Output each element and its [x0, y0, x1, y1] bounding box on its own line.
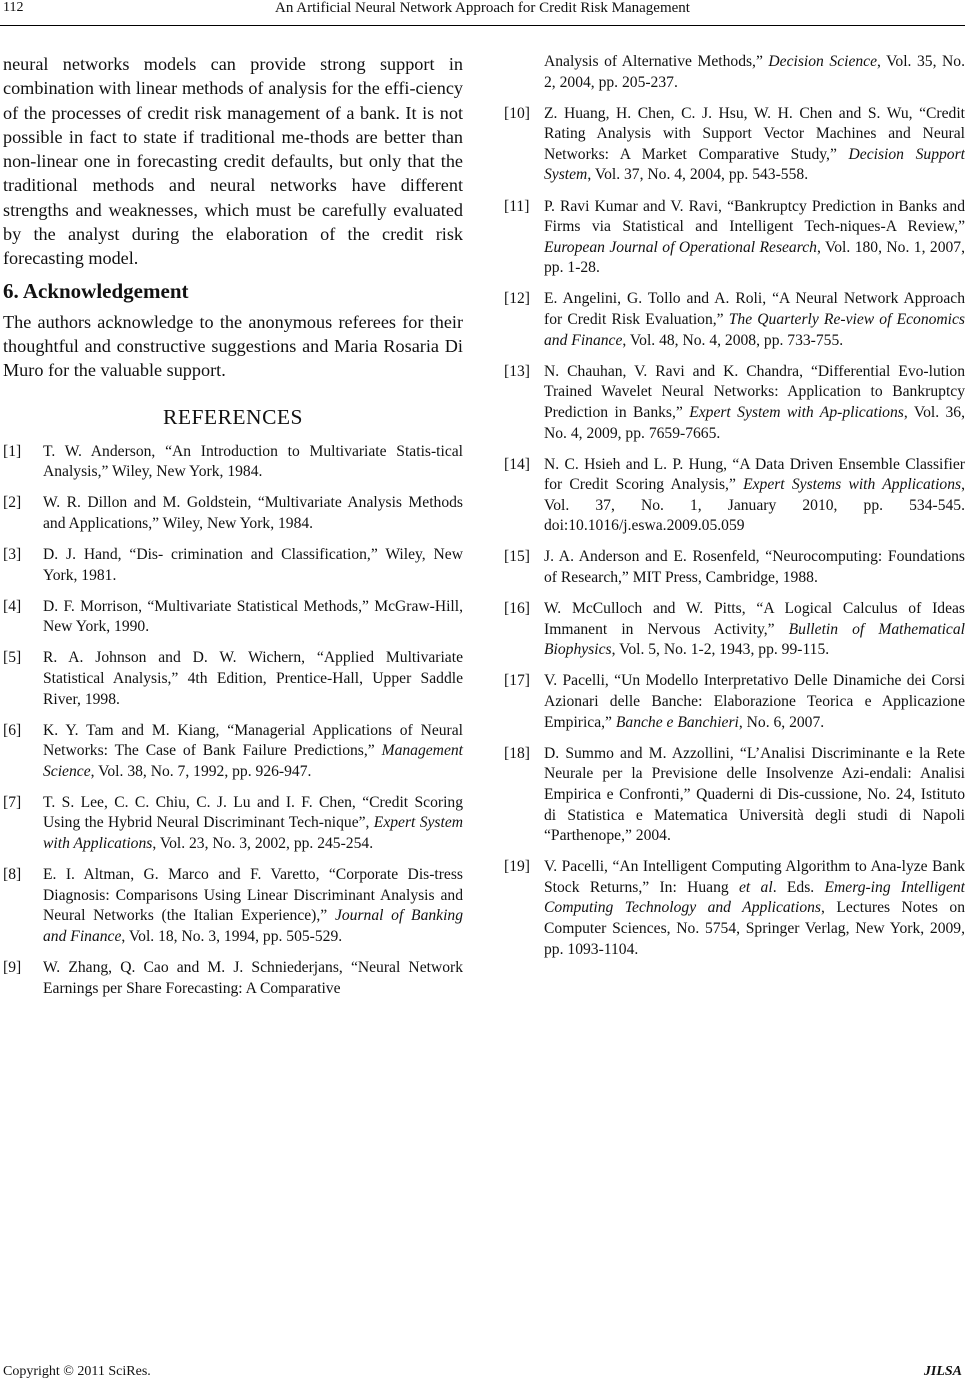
- reference-number: [19]: [504, 858, 530, 876]
- reference-text-part: , Vol. 37, No. 1, January 2010, pp. 534-545. doi:10.1016/j.eswa.2009.05.059: [544, 476, 965, 535]
- reference-text: [43, 597, 463, 638]
- page-number: 112: [3, 0, 24, 15]
- reference-text-part: . Eds.: [772, 878, 825, 896]
- reference-text-part: N. C. Hsieh and L. P. Hung, “A Data Driven Ensemble Classifier for Credit Scoring Analysis,”: [544, 455, 965, 494]
- reference-text-part: Z. Huang, H. Chen, C. J. Hsu, W. H. Chen and S. Wu, “Credit Rating Analysis with Support Vector Machines and Neural Networks: A Market Comparative Study,”: [544, 104, 965, 163]
- reference-venue: Emerg-ing Intelligent Computing Technology and Applications: [544, 878, 965, 917]
- reference-text-part: , Vol. 38, No. 7, 1992, pp. 926-947.: [90, 762, 312, 780]
- reference-9-continuation: [504, 52, 965, 93]
- reference-text: [43, 648, 463, 710]
- header-rule: [0, 25, 965, 26]
- reference-text-part: T. W. Anderson, “An Introduction to Multivariate Statis-tical Analysis,” Wiley, New York, 1984.: [43, 442, 463, 481]
- reference-text-part: V. Pacelli, “Un Modello Interpretativo Delle Dinamiche dei Corsi Azionari delle Banche: Elaborazione Teorica e Applicazione Empirica,”: [544, 672, 965, 731]
- reference-text-part: , Vol. 180, No. 1, 2007, pp. 1-28.: [544, 238, 965, 277]
- reference-text: [43, 721, 463, 783]
- reference-text-part: , Vol. 48, No. 4, 2008, pp. 733-755.: [622, 331, 844, 349]
- copyright-notice: Copyright © 2011 SciRes.: [3, 1364, 151, 1379]
- reference-number: [16]: [504, 600, 530, 618]
- reference-venue: et al: [738, 878, 773, 896]
- reference-text: [544, 455, 965, 537]
- reference-item: [504, 744, 965, 847]
- reference-item: [3, 865, 463, 947]
- reference-venue: Decision Support System: [544, 145, 965, 184]
- reference-item: [3, 958, 463, 999]
- reference-text: [43, 493, 463, 534]
- reference-item: [3, 648, 463, 710]
- reference-text: [544, 744, 965, 847]
- reference-text-part: J. A. Anderson and E. Rosenfeld, “Neurocomputing: Foundations of Research,” MIT Press, Cambridge, 1988.: [544, 548, 965, 587]
- reference-text: [43, 793, 463, 855]
- journal-abbreviation: JILSA: [923, 1364, 962, 1379]
- reference-text-part: E. I. Altman, G. Marco and F. Varetto, “Corporate Dis-tress Diagnosis: Comparisons Using Linear Discriminant Analysis and Neural Networks (the Italian Experience),”: [43, 866, 463, 925]
- reference-text-part: , Vol. 37, No. 4, 2004, pp. 543-558.: [587, 166, 809, 184]
- reference-text-part: D. Summo and M. Azzollini, “L’Analisi Discriminante e la Rete Neurale per la Previsione delle Insolvenze Azi-endali: Analisi Empirica e Confronti,” Quaderni di Dis-cussione, No. 24, Istituto di Statistica e Matematica Università degli studi di Napoli “Parthenope,” 2004.: [544, 744, 965, 845]
- reference-number: [5]: [3, 649, 22, 667]
- reference-item: [504, 455, 965, 537]
- reference-number: [14]: [504, 455, 530, 473]
- reference-text-part: R. A. Johnson and D. W. Wichern, “Applied Multivariate Statistical Analysis,” 4th Edition, Prentice-Hall, Upper Saddle River, 1998.: [43, 649, 463, 708]
- reference-number: [4]: [3, 597, 22, 615]
- reference-venue: Expert Systems with Applications: [743, 476, 962, 494]
- reference-venue: Expert System with Ap-plications: [689, 403, 904, 421]
- reference-number: [2]: [3, 494, 22, 512]
- reference-text-part: W. R. Dillon and M. Goldstein, “Multivariate Analysis Methods and Applications,” Wiley, New York, 1984.: [43, 494, 463, 532]
- reference-text-part: W. Zhang, Q. Cao and M. J. Schniederjans, “Neural Network Earnings per Share Forecasting: A Comparative: [43, 959, 463, 997]
- reference-item: [3, 721, 463, 783]
- reference-number: [10]: [504, 104, 530, 122]
- reference-venue: Journal of Banking and Finance: [43, 907, 464, 945]
- reference-number: [15]: [504, 548, 530, 566]
- reference-text-part: , Vol. 35, No. 2, 2004, pp. 205-237.: [544, 53, 965, 91]
- reference-number: [7]: [3, 793, 22, 811]
- running-title: An Artificial Neural Network Approach for Credit Risk Management: [275, 0, 690, 16]
- reference-text: [544, 599, 965, 661]
- reference-text: [43, 545, 463, 586]
- reference-number: [8]: [3, 866, 22, 884]
- reference-text-part: T. S. Lee, C. C. Chiu, C. J. Lu and I. F. Chen, “Credit Scoring Using the Hybrid Neural Discriminant Tech-nique”,: [43, 793, 463, 832]
- acknowledgement-paragraph: The authors acknowledge to the anonymous referees for their thoughtful and constructive suggestions and Maria Rosaria Di Muro for the valuable support.: [3, 311, 463, 381]
- acknowledgement-heading: 6. Acknowledgement: [3, 278, 189, 303]
- reference-text-part: , No. 6, 2007.: [738, 713, 825, 731]
- reference-text-part: V. Pacelli, “An Intelligent Computing Algorithm to Ana-lyze Bank Stock Returns,” In: Huang: [544, 858, 965, 896]
- reference-number: [9]: [3, 959, 22, 977]
- reference-item: [3, 442, 463, 483]
- reference-item: [3, 597, 463, 638]
- references-heading: REFERENCES: [163, 404, 303, 429]
- reference-text: [544, 671, 965, 733]
- reference-venue: Bulletin of Mathematical Biophysics: [544, 620, 965, 659]
- reference-venue: The Quarterly Re-view of Economics and Finance: [544, 311, 965, 349]
- reference-text-part: Analysis of Alternative Methods,”: [544, 53, 769, 70]
- reference-text: [544, 857, 965, 960]
- reference-item: [504, 362, 965, 444]
- reference-venue: Decision Science: [768, 53, 878, 70]
- reference-item: [504, 671, 965, 733]
- reference-venue: European Journal of Operational Research: [544, 238, 817, 256]
- page-footer: [0, 1364, 965, 1386]
- reference-item: [3, 793, 463, 855]
- reference-text-part: , Vol. 5, No. 1-2, 1943, pp. 99-115.: [611, 641, 830, 659]
- intro-paragraph: neural networks models can provide strong support in combination with linear methods of analysis for the effi-ciency of the processes of credit risk management of a bank. It is not possible in fact to state if traditional me-thods are better than non-linear one in forecasting credit defaults, but only that the traditional methods and neural networks have different strengths and weaknesses, which must be carefully evaluated by the analyst during the elaboration of the credit risk forecasting model.: [3, 54, 463, 269]
- reference-number: [13]: [504, 362, 530, 380]
- reference-item: [504, 197, 965, 279]
- reference-text-part: W. McCulloch and W. Pitts, “A Logical Calculus of Ideas Immanent in Nervous Activity,”: [544, 600, 965, 638]
- reference-text: [544, 197, 965, 279]
- reference-item: [504, 547, 965, 588]
- reference-text: [544, 104, 965, 186]
- reference-text-part: K. Y. Tam and M. Kiang, “Managerial Applications of Neural Networks: The Case of Bank Failure Predictions,”: [43, 721, 463, 760]
- reference-item: [504, 289, 965, 351]
- reference-text-part: , Vol. 23, No. 3, 2002, pp. 245-254.: [152, 835, 374, 853]
- reference-item: [504, 599, 965, 661]
- reference-text-part: D. J. Hand, “Dis- crimination and Classification,” Wiley, New York, 1981.: [43, 545, 463, 584]
- reference-text: [544, 362, 965, 444]
- reference-text: [544, 547, 965, 588]
- reference-item: [504, 857, 965, 960]
- reference-number: [18]: [504, 744, 530, 762]
- reference-text-part: E. Angelini, G. Tollo and A. Roli, “A Neural Network Approach for Credit Risk Evaluation,”: [544, 290, 965, 329]
- reference-number: [1]: [3, 442, 22, 460]
- reference-text-part: N. Chauhan, V. Ravi and K. Chandra, “Differential Evo-lution Trained Wavelet Neural Networks: Application to Bankruptcy Prediction in Banks,”: [544, 362, 965, 421]
- reference-text: [43, 865, 463, 947]
- reference-text-part: P. Ravi Kumar and V. Ravi, “Bankruptcy Prediction in Banks and Firms via Statistical and Intelligent Tech-niques-A Review,”: [544, 197, 965, 236]
- reference-list-left: [3, 442, 463, 1000]
- reference-number: [3]: [3, 545, 22, 563]
- reference-venue: Management Science: [43, 742, 463, 780]
- reference-text: [544, 289, 965, 351]
- reference-number: [6]: [3, 721, 22, 739]
- reference-text-part: , Vol. 36, No. 4, 2009, pp. 7659-7665.: [544, 403, 965, 442]
- right-column: [504, 52, 965, 971]
- reference-item: [504, 104, 965, 186]
- reference-text: [43, 958, 463, 999]
- page-header: [0, 0, 965, 24]
- reference-number: [12]: [504, 290, 530, 308]
- reference-number: [17]: [504, 672, 530, 690]
- reference-list-right: [504, 104, 965, 960]
- left-column: [3, 52, 463, 1010]
- reference-number: [11]: [504, 197, 530, 215]
- reference-text-part: , Lectures Notes on Computer Sciences, No. 5754, Springer Verlag, New York, 2009, pp. 1093-1104.: [544, 899, 965, 958]
- reference-text: [43, 442, 463, 483]
- reference-item: [3, 493, 463, 534]
- reference-venue: Expert System with Applications: [43, 814, 463, 853]
- reference-text-part: D. F. Morrison, “Multivariate Statistical Methods,” McGraw-Hill, New York, 1990.: [43, 597, 463, 636]
- reference-venue: Banche e Banchieri: [615, 713, 739, 731]
- reference-item: [3, 545, 463, 586]
- reference-text-part: , Vol. 18, No. 3, 1994, pp. 505-529.: [121, 927, 343, 945]
